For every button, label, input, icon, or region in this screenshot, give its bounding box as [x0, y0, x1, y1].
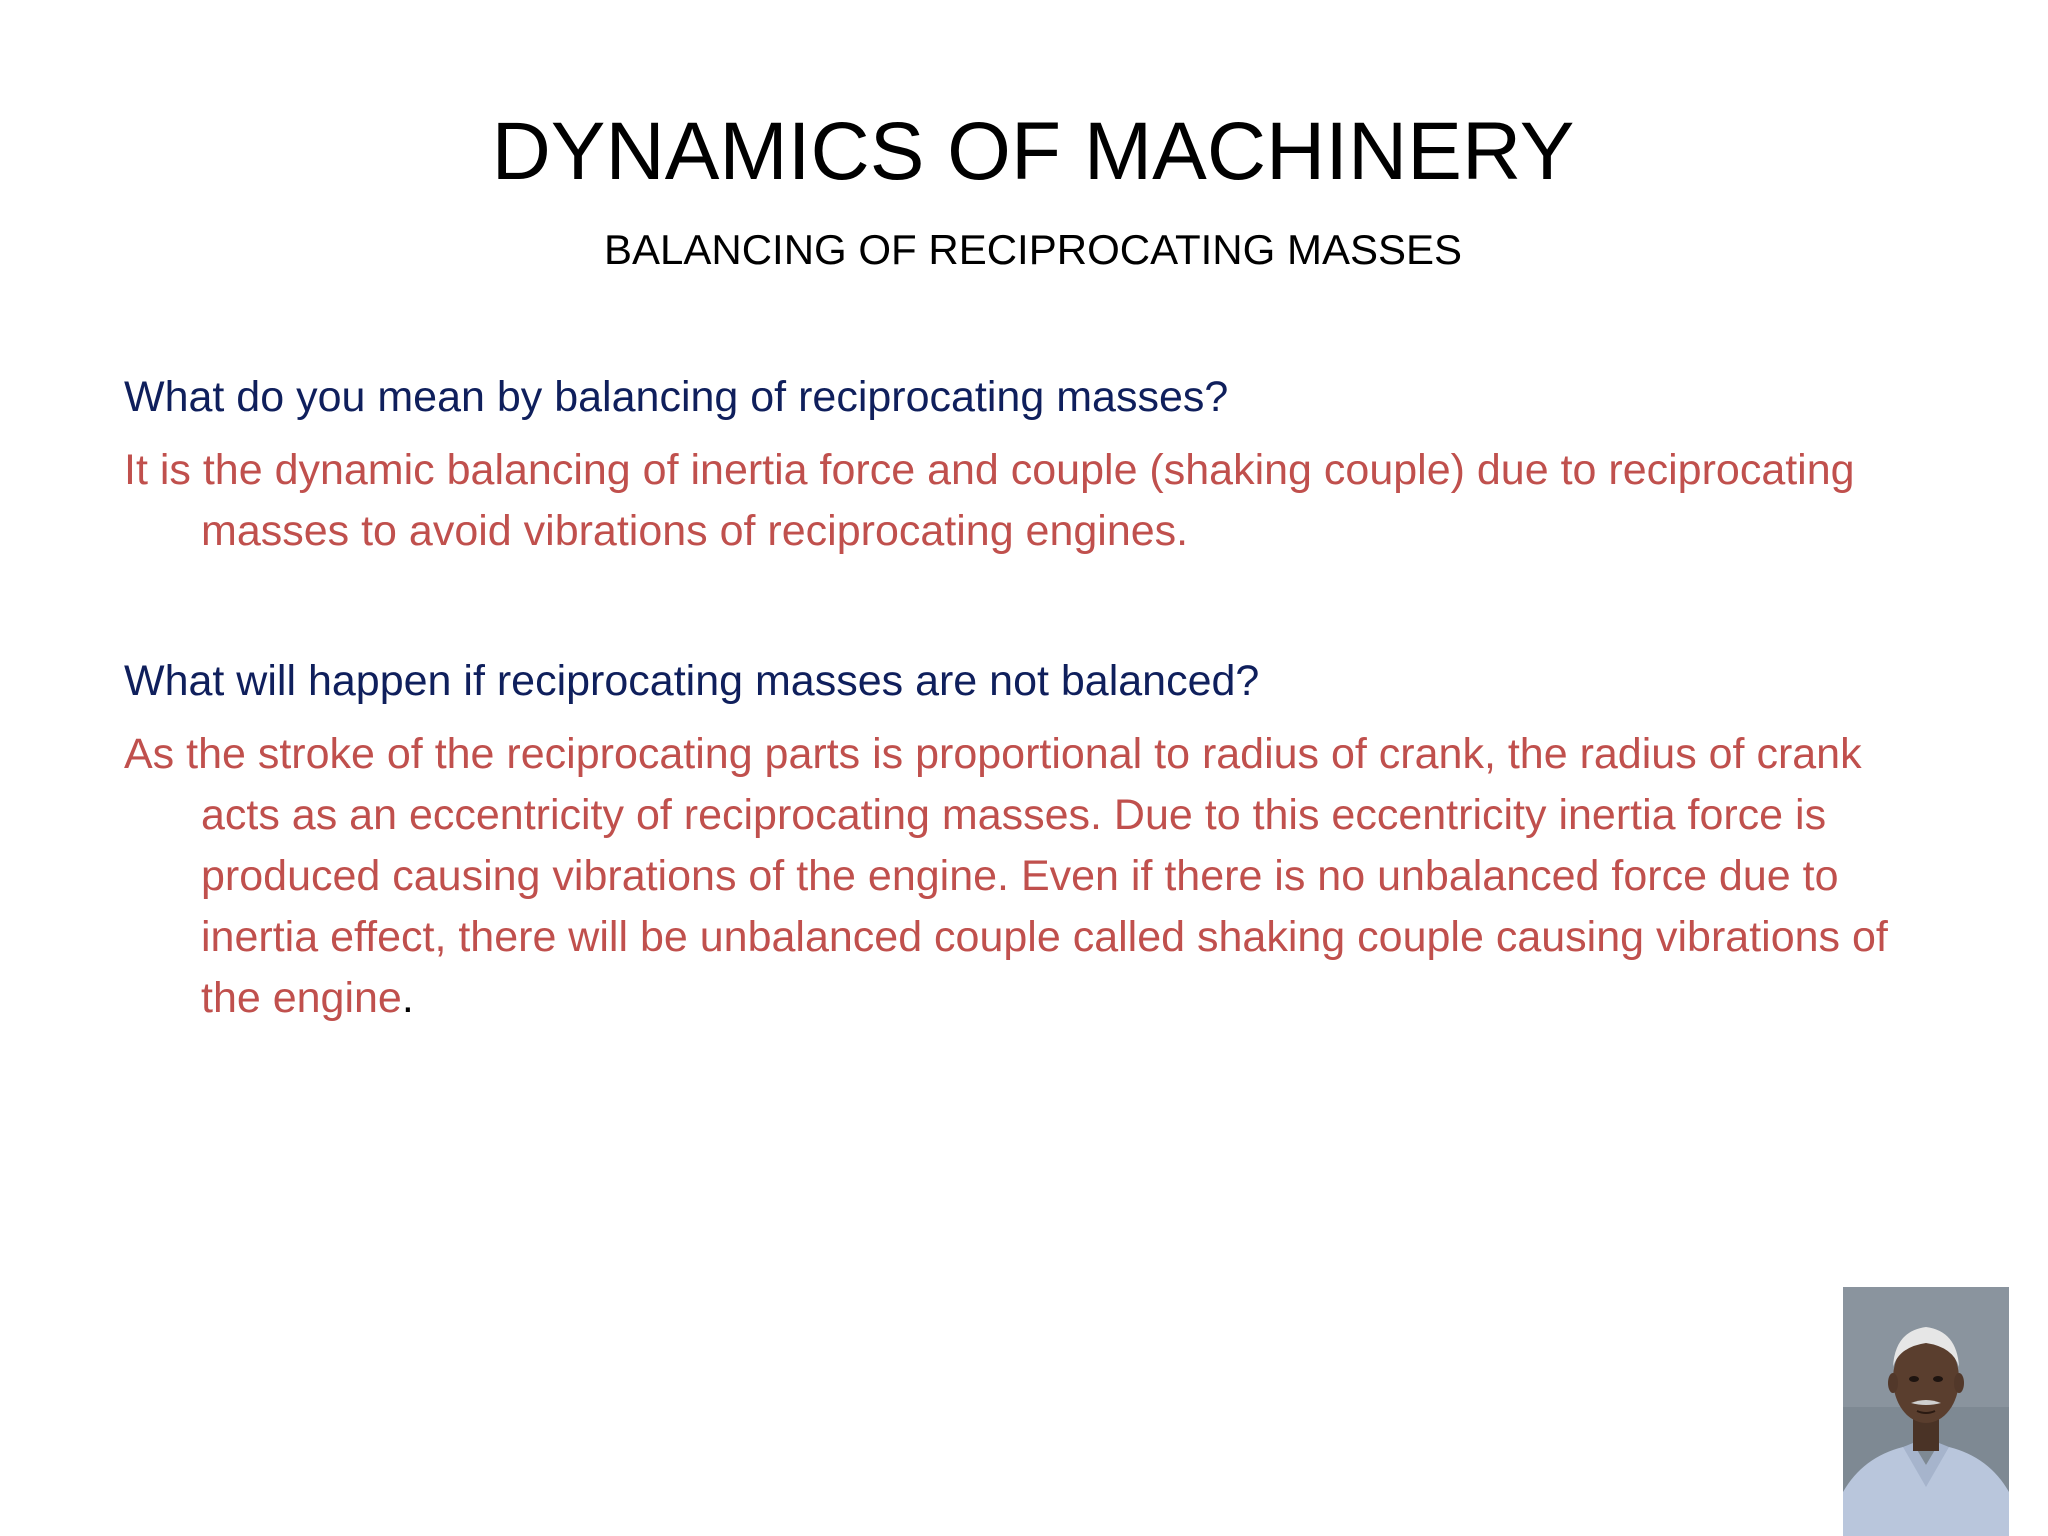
question-1: What do you mean by balancing of reciprocating masses? [124, 373, 1229, 421]
answer-2 [124, 724, 1944, 1029]
answer-1-text: It is the dynamic balancing of inertia force and couple (shaking couple) due to reciprocating masses to avoid vibrations of reciprocating engines. [124, 446, 1855, 555]
answer-1 [124, 440, 1944, 562]
slide-title: DYNAMICS OF MACHINERY [491, 106, 1575, 197]
question-2: What will happen if reciprocating masses are not balanced? [124, 657, 1260, 705]
answer-2-end: . [401, 974, 414, 1022]
answer-2-text: As the stroke of the reciprocating parts is proportional to radius of crank, the radius of crank acts as an eccentricity of reciprocating masses. Due to this eccentricity inertia force is produced causing vibrations of the engine. Even if there is no unbalanced force due to inertia effect, there will be unbalanced couple called shaking couple causing vibrations of the engine [124, 730, 1888, 1022]
presenter-portrait-icon [1843, 1287, 2009, 1536]
presenter-photo [1843, 1287, 2009, 1536]
slide-subtitle: BALANCING OF RECIPROCATING MASSES [603, 226, 1463, 273]
qa-block-2 [124, 650, 1944, 1029]
qa-block-1 [124, 366, 1944, 562]
